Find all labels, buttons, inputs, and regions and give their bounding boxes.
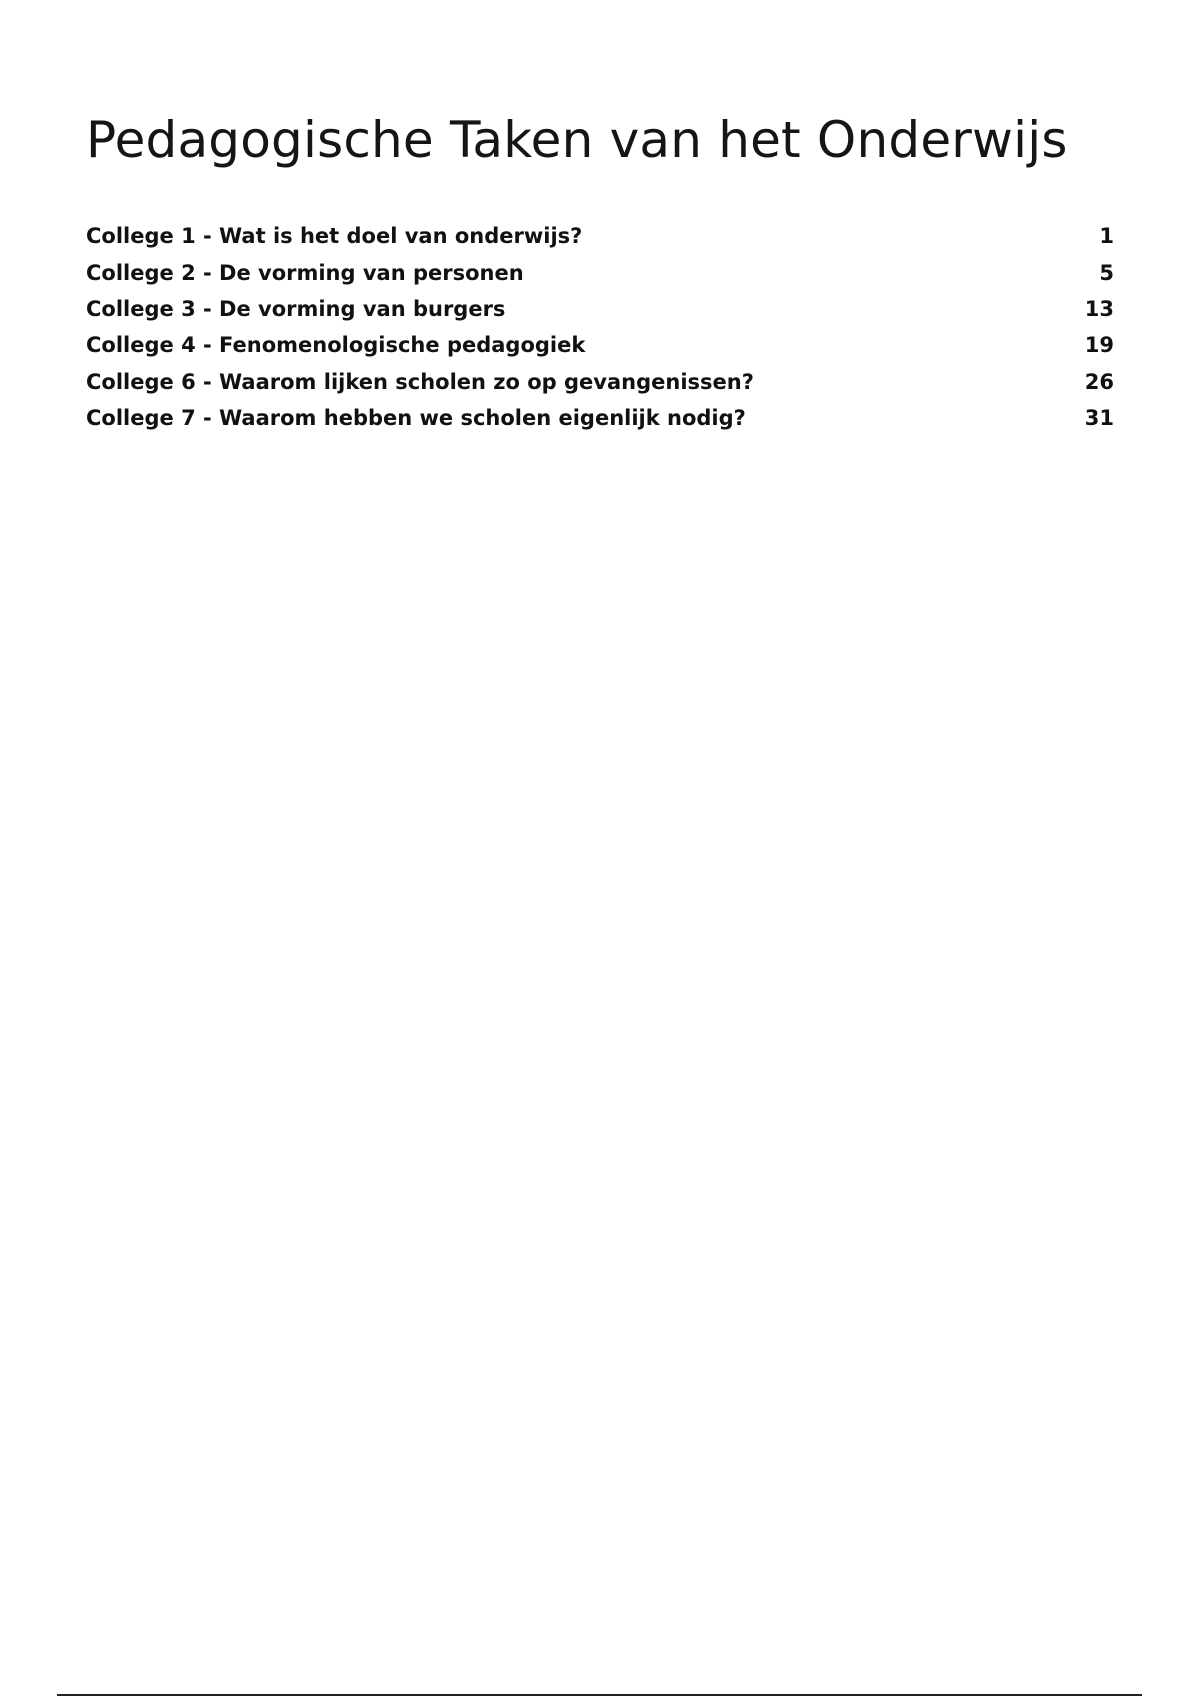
toc-entry[interactable]	[86, 218, 1114, 254]
toc-entry-title: College 3 - De vorming van burgers	[86, 296, 506, 321]
toc-entry-page-number: 26	[1084, 369, 1114, 394]
toc-entry-title: College 4 - Fenomenologische pedagogiek	[86, 333, 586, 358]
toc-entry[interactable]	[86, 254, 1114, 290]
toc-entry-title: College 1 - Wat is het doel van onderwijs?	[86, 224, 583, 249]
footer-divider	[57, 1694, 1142, 1696]
toc-entry-title: College 7 - Waarom hebben we scholen eigenlijk nodig?	[86, 406, 746, 431]
toc-entry-page-number: 13	[1084, 296, 1114, 321]
toc-entry-title: College 2 - De vorming van personen	[86, 260, 524, 285]
toc-entry[interactable]	[86, 327, 1114, 363]
document-title: Pedagogische Taken van het Onderwijs	[86, 111, 1068, 169]
toc-entry-page-number: 31	[1084, 406, 1114, 431]
toc-entry-page-number: 5	[1099, 260, 1114, 285]
toc-entry[interactable]	[86, 400, 1114, 436]
toc-entry-page-number: 19	[1084, 333, 1114, 358]
table-of-contents	[86, 218, 1114, 436]
toc-entry-title: College 6 - Waarom lijken scholen zo op gevangenissen?	[86, 369, 754, 394]
toc-entry[interactable]	[86, 364, 1114, 400]
toc-entry[interactable]	[86, 291, 1114, 327]
toc-entry-page-number: 1	[1099, 224, 1114, 249]
